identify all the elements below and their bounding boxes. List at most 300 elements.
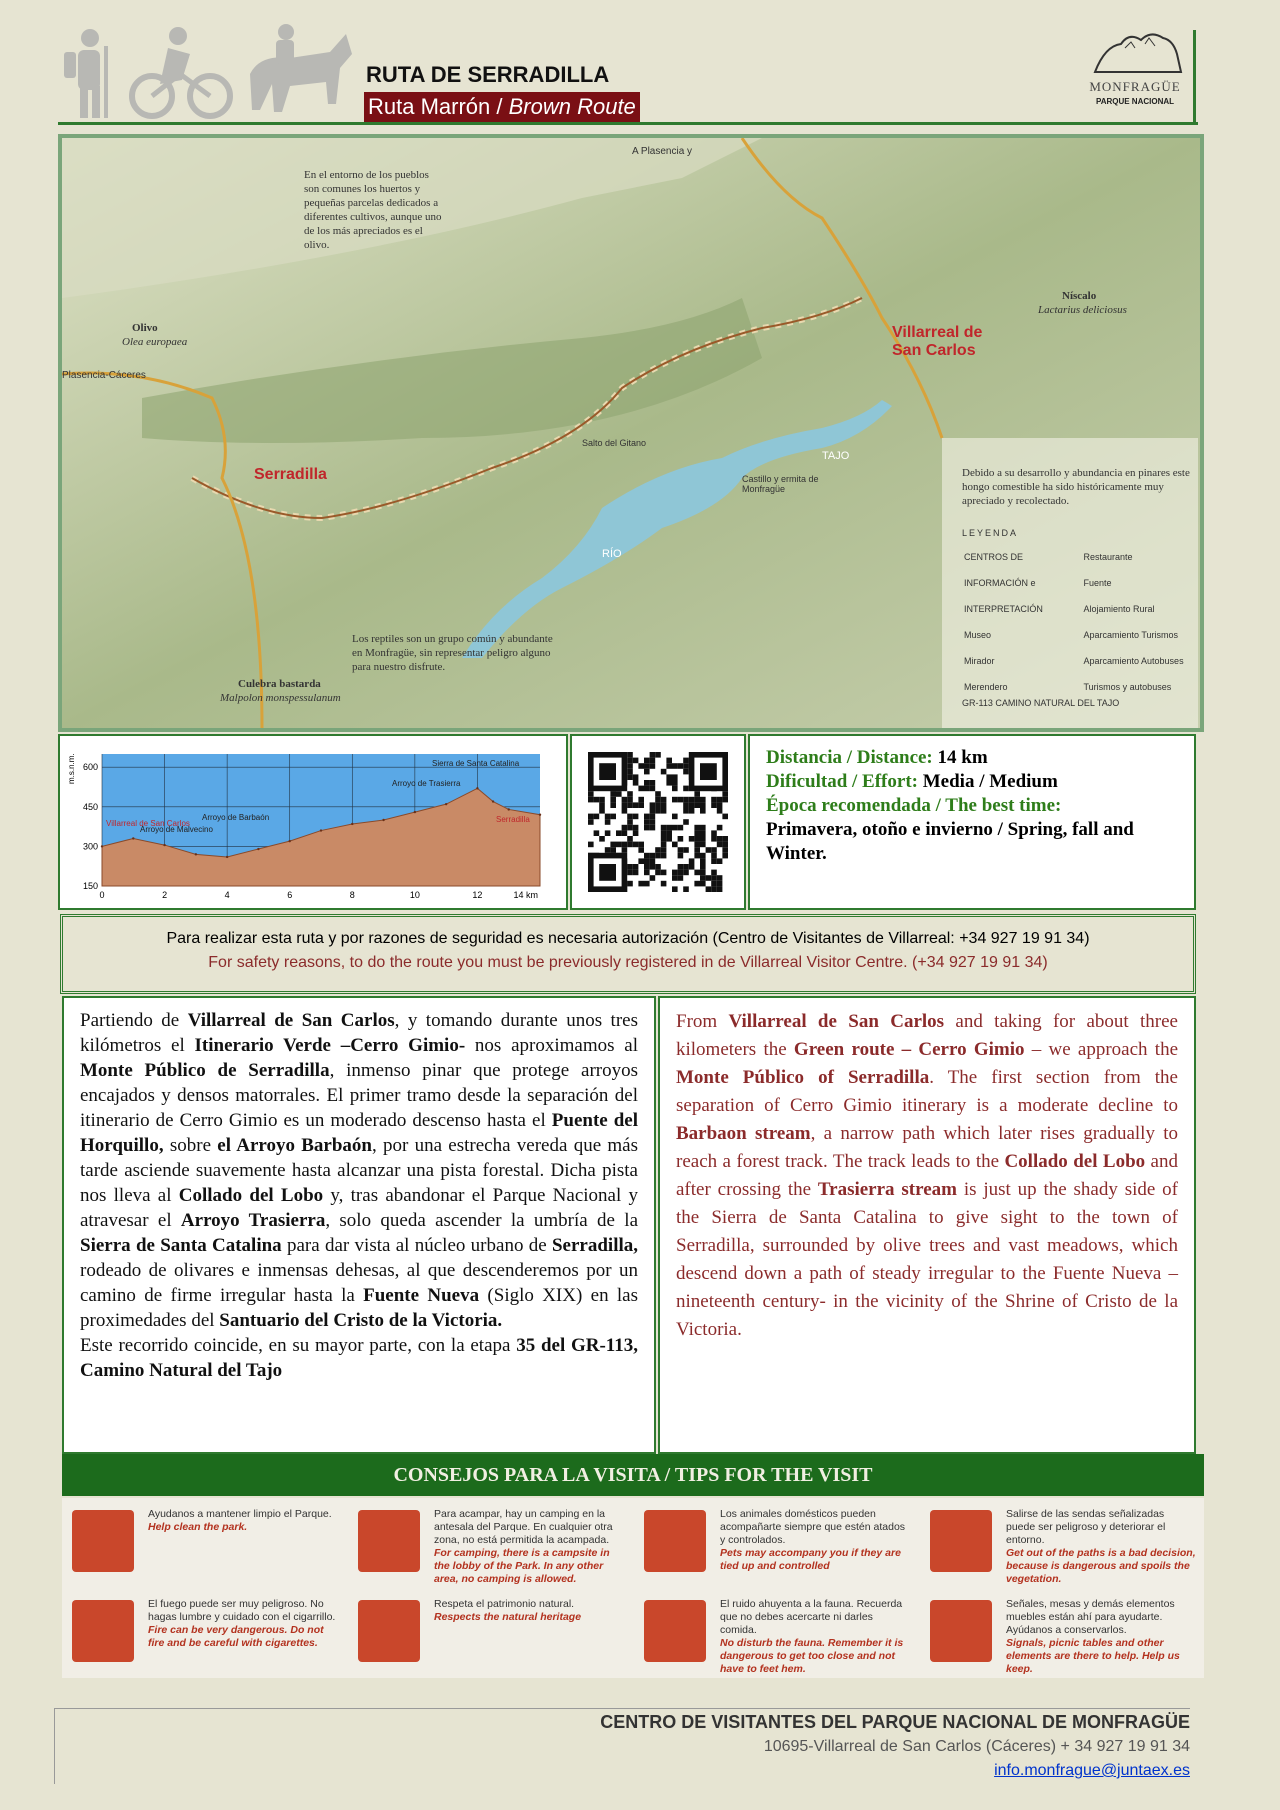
qr-module xyxy=(650,814,656,820)
qr-module xyxy=(678,847,684,853)
qr-module xyxy=(717,842,723,848)
qr-module xyxy=(644,786,650,792)
qr-module xyxy=(655,791,661,797)
qr-module xyxy=(599,802,605,808)
qr-module xyxy=(717,797,723,803)
qr-module xyxy=(700,836,706,842)
qr-module xyxy=(689,836,695,842)
route-info xyxy=(748,734,1196,910)
annotation: Sierra de Santa Catalina xyxy=(432,759,520,768)
legend-item: CENTROS DE INFORMACIÓN e INTERPRETACIÓN xyxy=(964,552,1043,614)
tip-item xyxy=(348,1588,628,1676)
qr-module xyxy=(605,847,611,853)
header-divider-right xyxy=(1193,30,1196,124)
qr-module xyxy=(599,836,605,842)
qr-module xyxy=(627,870,633,876)
qr-module xyxy=(700,864,706,870)
qr-module xyxy=(694,791,700,797)
legend-item: Museo xyxy=(964,630,992,640)
text-run: para dar vista al núcleo urbano de xyxy=(281,1235,552,1256)
qr-module xyxy=(711,875,717,881)
data-point xyxy=(163,844,165,846)
place-label: Castillo y ermita de Monfragüe xyxy=(742,474,819,494)
qr-module xyxy=(622,797,628,803)
text-run: Collado del Lobo xyxy=(1004,1151,1146,1172)
text-run: 35 del GR-113, Camino Natural del Tajo xyxy=(80,1335,638,1381)
route-subtitle xyxy=(364,92,640,122)
legend-title: LEYENDA xyxy=(962,528,1019,538)
data-point xyxy=(195,853,197,855)
qr-module xyxy=(616,842,622,848)
qr-module xyxy=(638,763,644,769)
effort-value: Media / Medium xyxy=(917,771,1058,792)
qr-module xyxy=(678,836,684,842)
tip-en: Help clean the park. xyxy=(148,1521,248,1533)
qr-module xyxy=(622,825,628,831)
tip-item xyxy=(348,1498,628,1586)
qr-module xyxy=(622,830,628,836)
text-run: Serradilla, xyxy=(551,1235,639,1256)
qr-module xyxy=(678,825,684,831)
y-tick: 300 xyxy=(82,841,98,852)
header-divider xyxy=(58,122,1198,125)
qr-module xyxy=(633,870,639,876)
text-run: Puente del Horquillo, xyxy=(80,1110,639,1156)
qr-module xyxy=(605,819,611,825)
data-point xyxy=(539,814,541,816)
tip-item xyxy=(62,1588,342,1676)
qr-module xyxy=(711,797,717,803)
trash-icon xyxy=(72,1510,134,1572)
qr-module xyxy=(644,870,650,876)
qr-module xyxy=(711,881,717,887)
notice-en: For safety reasons, to do the route you must be previously registered in de Villarreal Visitor Centre. (+34 927 19 91 34) xyxy=(208,954,1048,971)
route-title: RUTA DE SERRADILLA xyxy=(366,62,610,87)
qr-module xyxy=(650,825,656,831)
qr-module xyxy=(678,870,684,876)
qr-module xyxy=(650,864,656,870)
tent-icon xyxy=(358,1510,420,1572)
qr-module xyxy=(683,786,689,792)
legend-item: Aparcamiento Turismos xyxy=(1083,630,1179,640)
text-run: Trasierra stream xyxy=(817,1179,957,1200)
qr-module xyxy=(711,847,717,853)
data-point xyxy=(492,800,494,802)
tip-text xyxy=(720,1598,910,1676)
tip-en: Signals, picnic tables and other elements are there to help. Help us keep. xyxy=(1006,1637,1180,1675)
dog-icon xyxy=(644,1510,706,1572)
tip-en: Respects the natural heritage xyxy=(434,1611,582,1623)
qr-module xyxy=(599,808,605,814)
qr-module xyxy=(700,842,706,848)
qr-module xyxy=(722,797,728,803)
qr-module xyxy=(661,881,667,887)
qr-module xyxy=(694,853,700,859)
qr-module xyxy=(594,830,600,836)
activity-icons xyxy=(60,24,360,120)
annotation: Arroyo de Trasierra xyxy=(392,779,461,788)
qr-module xyxy=(717,881,723,887)
qr-module xyxy=(610,797,616,803)
olive-text: En el entorno de los pueblos son comunes los huertos y pequeñas parcelas dedicados a diferentes cultivos, aunque uno de los más apreciados es el olivo. xyxy=(304,169,442,251)
text-run: rodeado de olivares e inmensas dehesas, al que descenderemos por un camino de firme irregular hasta la xyxy=(80,1260,638,1306)
qr-module xyxy=(627,758,633,764)
tip-en: Get out of the paths is a bad decision, because is dangerous and spoils the vegetation. xyxy=(1006,1547,1196,1585)
text-run: Fuente Nueva xyxy=(363,1285,480,1306)
distance-value: 14 km xyxy=(932,747,988,768)
data-point xyxy=(320,829,322,831)
legend-gr: GR-113 CAMINO NATURAL DEL TAJO xyxy=(962,698,1120,708)
qr-module xyxy=(638,786,644,792)
qr-module xyxy=(672,774,678,780)
qr-module xyxy=(650,786,656,792)
text-run: Sierra de Santa Catalina xyxy=(80,1235,282,1256)
qr-module xyxy=(610,791,616,797)
qr-module xyxy=(633,830,639,836)
qr-module xyxy=(644,825,650,831)
text-run: and after crossing the xyxy=(676,1151,1178,1200)
qr-module xyxy=(661,842,667,848)
qr-module xyxy=(706,847,712,853)
qr-module xyxy=(683,864,689,870)
qr-module xyxy=(694,842,700,848)
qr-module xyxy=(655,847,661,853)
data-point xyxy=(382,819,384,821)
y-tick: 450 xyxy=(82,801,98,812)
qr-module xyxy=(610,847,616,853)
qr-module xyxy=(722,791,728,797)
qr-module xyxy=(599,763,616,780)
data-point xyxy=(476,787,478,789)
qr-module xyxy=(633,864,639,870)
qr-module xyxy=(683,758,689,764)
qr-module xyxy=(711,830,717,836)
qr-module xyxy=(700,825,706,831)
tip-text xyxy=(720,1508,910,1573)
text-run: (Siglo XIX) en las proximedades del xyxy=(80,1285,638,1331)
qr-module xyxy=(689,797,695,803)
qr-module xyxy=(717,836,723,842)
data-point xyxy=(101,845,103,847)
qr-module xyxy=(683,797,689,803)
text-run: . The first section from the separation of Cerro Gimio itinerary is a moderate decline to xyxy=(676,1067,1178,1116)
qr-module xyxy=(633,814,639,820)
place-label: A Plasencia y xyxy=(632,146,693,157)
qr-module xyxy=(683,802,689,808)
qr-module xyxy=(627,881,633,887)
qr-module xyxy=(644,780,650,786)
qr-module xyxy=(694,870,700,876)
qr-module xyxy=(633,780,639,786)
tip-text xyxy=(1006,1508,1196,1586)
path-icon xyxy=(930,1510,992,1572)
olive-name: Olivo xyxy=(132,322,158,334)
text-run: Monte Público de Serradilla xyxy=(80,1060,330,1081)
qr-module xyxy=(722,853,728,859)
text-run: Villarreal de San Carlos xyxy=(728,1011,945,1032)
tip-item xyxy=(62,1498,342,1586)
qr-module xyxy=(722,847,728,853)
qr-module xyxy=(694,881,700,887)
qr-module xyxy=(666,763,672,769)
qr-module xyxy=(644,758,650,764)
profile-chart xyxy=(60,736,566,908)
tip-es: Respeta el patrimonio natural. xyxy=(434,1598,575,1610)
season-label: Época recomendada / The best time: xyxy=(766,795,1062,816)
text-run: , solo queda ascender la umbría de la xyxy=(325,1210,638,1231)
text-run: sobre xyxy=(163,1135,218,1156)
qr-module xyxy=(627,836,633,842)
distance-label: Distancia / Distance: xyxy=(766,747,933,768)
logo-sub: PARQUE NACIONAL xyxy=(1095,97,1175,106)
qr-module xyxy=(672,786,678,792)
text-run: Santuario del Cristo de la Victoria. xyxy=(219,1310,503,1331)
qr-code-icon xyxy=(572,736,744,908)
tip-text xyxy=(434,1598,624,1624)
legend-item: Turismos y autobuses xyxy=(1083,682,1172,692)
monfrague-logo xyxy=(1080,26,1190,120)
tip-es: El fuego puede ser muy peligroso. No hagas lumbre y cuidado con el cigarrillo. xyxy=(148,1598,336,1623)
qr-module xyxy=(711,886,717,892)
legend-item: Restaurante xyxy=(1083,552,1133,562)
qr-module xyxy=(694,825,700,831)
text-run: el Arroyo Barbaón xyxy=(217,1135,372,1156)
qr-module xyxy=(650,763,656,769)
effort-label: Dificultad / Effort: xyxy=(766,771,918,792)
tip-text xyxy=(148,1598,338,1650)
tip-es: Para acampar, hay un camping en la antesala del Parque. En cualquier otra zona, no está permitida la acampada. xyxy=(434,1508,613,1546)
qr-module xyxy=(666,836,672,842)
qr-module xyxy=(644,819,650,825)
legend-item: Mirador xyxy=(964,656,995,666)
qr-module xyxy=(717,802,723,808)
qr-module xyxy=(661,853,667,859)
data-point xyxy=(226,856,228,858)
text-run: , y tomando durante unos tres kilómetros el xyxy=(80,1010,638,1056)
qr-module xyxy=(650,758,656,764)
qr-module xyxy=(700,858,706,864)
qr-module xyxy=(689,808,695,814)
qr-module xyxy=(683,870,689,876)
qr-module xyxy=(616,830,622,836)
qr-module xyxy=(689,802,695,808)
qr-module xyxy=(700,808,706,814)
qr-module xyxy=(661,825,667,831)
tip-en: No disturb the fauna. Remember it is dangerous to get too close and not have to feet hem. xyxy=(720,1637,904,1675)
subtitle-en: Brown Route xyxy=(508,94,636,119)
tip-es: Los animales domésticos pueden acompañarte siempre que estén atados y controlados. xyxy=(720,1508,906,1546)
qr-module xyxy=(683,847,689,853)
qr-module xyxy=(700,870,706,876)
qr-module xyxy=(588,842,594,848)
text-run: , a narrow path which later rises gradually to reach a forest track. The track leads to the xyxy=(676,1123,1179,1172)
text-run: Villarreal de San Carlos xyxy=(187,1010,395,1031)
qr-module xyxy=(711,802,717,808)
qr-module xyxy=(650,875,656,881)
plant-icon xyxy=(358,1600,420,1662)
elevation-profile xyxy=(58,734,568,910)
qr-module xyxy=(717,858,723,864)
qr-module xyxy=(650,819,656,825)
qr-module xyxy=(627,763,633,769)
qr-module xyxy=(678,763,684,769)
river-label: TAJO xyxy=(822,450,850,462)
qr-module xyxy=(638,802,644,808)
place-label: Plasencia-Cáceres xyxy=(62,370,146,381)
qr-module xyxy=(610,802,616,808)
footer-center-name: CENTRO DE VISITANTES DEL PARQUE NACIONAL DE MONFRAGÜE xyxy=(600,1712,1190,1732)
text-run: , inmenso pinar que protege arroyos encajados y densos matorrales. El primer tramo desde la separación del itinerario de Cerro Gimio es un moderado descenso hasta el xyxy=(80,1060,638,1131)
tip-en: Pets may accompany you if they are tied up and controlled xyxy=(720,1547,901,1572)
qr-module xyxy=(633,842,639,848)
qr-module xyxy=(717,875,723,881)
qr-module xyxy=(666,780,672,786)
olive-sci: Olea europaea xyxy=(122,336,188,348)
qr-module xyxy=(700,802,706,808)
x-tick: 12 xyxy=(472,890,483,900)
qr-module xyxy=(588,814,594,820)
qr-module xyxy=(650,858,656,864)
qr-module xyxy=(711,853,717,859)
qr-module xyxy=(694,830,700,836)
annotation: Arroyo de Malvecino xyxy=(140,825,213,834)
qr-module xyxy=(633,825,639,831)
qr-module xyxy=(683,769,689,775)
qr-module xyxy=(644,858,650,864)
data-point xyxy=(132,837,134,839)
tip-es: Señales, mesas y demás elementos muebles están ahí para ayudarte. Ayúdanos a conservarlos. xyxy=(1006,1598,1175,1636)
tip-item xyxy=(634,1498,914,1586)
legend-item: Merendero xyxy=(964,682,1008,692)
x-tick: 10 xyxy=(409,890,420,900)
qr-module xyxy=(650,808,656,814)
qr-module xyxy=(599,797,605,803)
qr-module xyxy=(661,769,667,775)
qr-module xyxy=(638,881,644,887)
qr-module xyxy=(627,814,633,820)
text-run: – we approach the xyxy=(1024,1039,1178,1060)
qr-module xyxy=(666,758,672,764)
y-label: m.s.n.m. xyxy=(67,753,76,784)
description-es xyxy=(62,996,656,1454)
qr-module xyxy=(650,780,656,786)
qr-module xyxy=(627,819,633,825)
hiker-cyclist-rider-icon xyxy=(60,24,360,120)
qr-module xyxy=(683,808,689,814)
qr-module xyxy=(655,808,661,814)
season-value: Primavera, otoño e invierno / Spring, fall and Winter. xyxy=(766,819,1134,864)
qr-module xyxy=(627,752,633,758)
x-tick: 2 xyxy=(162,890,168,900)
qr-module xyxy=(655,853,661,859)
qr-module xyxy=(661,797,667,803)
qr-module xyxy=(644,853,650,859)
qr-module xyxy=(627,791,633,797)
x-tick: 6 xyxy=(287,890,293,900)
niscalo-sci: Lactarius deliciosus xyxy=(1038,304,1127,316)
data-point xyxy=(257,848,259,850)
qr-module xyxy=(700,853,706,859)
niscalo-text: Debido a su desarrollo y abundancia en pinares este hongo comestible ha sido históricamente muy apreciado y recolectado. xyxy=(962,467,1190,507)
tip-en: For camping, there is a campsite in the lobby of the Park. In any other area, no camping is allowed. xyxy=(434,1547,610,1585)
legend-item: Fuente xyxy=(1083,578,1112,588)
qr-module xyxy=(678,864,684,870)
qr-module xyxy=(661,830,667,836)
qr-module xyxy=(683,886,689,892)
tips-grid xyxy=(62,1498,1204,1678)
legend-item: Aparcamiento Autobuses xyxy=(1083,656,1184,666)
text-run: Monte Público of Serradilla xyxy=(676,1067,930,1088)
qr-module xyxy=(650,853,656,859)
qr-module xyxy=(638,797,644,803)
authorization-notice xyxy=(60,914,1196,994)
qr-module xyxy=(678,797,684,803)
qr-module xyxy=(655,802,661,808)
qr-module xyxy=(700,830,706,836)
qr-module xyxy=(672,825,678,831)
qr-module xyxy=(711,836,717,842)
qr-module xyxy=(644,769,650,775)
qr-module xyxy=(694,802,700,808)
qr-module xyxy=(694,797,700,803)
tips-title: CONSEJOS PARA LA VISITA / TIPS FOR THE VISIT xyxy=(62,1454,1204,1496)
notice-es: Para realizar esta ruta y por razones de seguridad es necesaria autorización (Centro de Visitantes de Villarreal: +34 927 19 91 34) xyxy=(166,930,1090,947)
qr-module xyxy=(700,875,706,881)
noise-icon xyxy=(644,1600,706,1662)
qr-module xyxy=(672,842,678,848)
qr-module xyxy=(711,870,717,876)
qr-module xyxy=(672,780,678,786)
text-run: Partiendo de xyxy=(80,1010,188,1031)
qr-module xyxy=(650,752,656,758)
qr-module xyxy=(672,814,678,820)
qr-module xyxy=(610,814,616,820)
qr-module xyxy=(672,875,678,881)
snake-sci: Malpolon monspessulanum xyxy=(220,692,341,704)
qr-module xyxy=(644,814,650,820)
qr-module xyxy=(610,842,616,848)
legend-item: Alojamiento Rural xyxy=(1083,604,1155,614)
footer-email-link[interactable]: info.monfrague@juntaex.es xyxy=(994,1762,1190,1779)
y-tick: 150 xyxy=(82,881,98,891)
qr-module xyxy=(717,886,723,892)
vulture-rock-icon xyxy=(1085,26,1185,74)
text-run: , por una estrecha vereda que más tarde asciende suavemente hasta alcanzar una pista forestal. Dicha pista nos lleva al xyxy=(80,1135,638,1206)
qr-code[interactable] xyxy=(570,734,746,910)
villarreal-label: Villarreal de San Carlos xyxy=(892,324,983,359)
qr-module xyxy=(644,864,650,870)
qr-module xyxy=(622,847,628,853)
qr-module xyxy=(661,847,667,853)
qr-module xyxy=(694,847,700,853)
qr-module xyxy=(644,881,650,887)
x-tick: 4 xyxy=(224,890,230,900)
text-run: From xyxy=(676,1011,729,1032)
qr-module xyxy=(672,886,678,892)
qr-module xyxy=(661,870,667,876)
qr-module xyxy=(683,819,689,825)
qr-module xyxy=(711,858,717,864)
tip-item xyxy=(634,1588,914,1676)
footer-divider-left xyxy=(54,1708,55,1784)
qr-module xyxy=(655,797,661,803)
qr-module xyxy=(616,791,622,797)
data-point xyxy=(445,803,447,805)
qr-module xyxy=(722,836,728,842)
qr-module xyxy=(689,864,695,870)
qr-module xyxy=(666,774,672,780)
qr-module xyxy=(588,797,594,803)
